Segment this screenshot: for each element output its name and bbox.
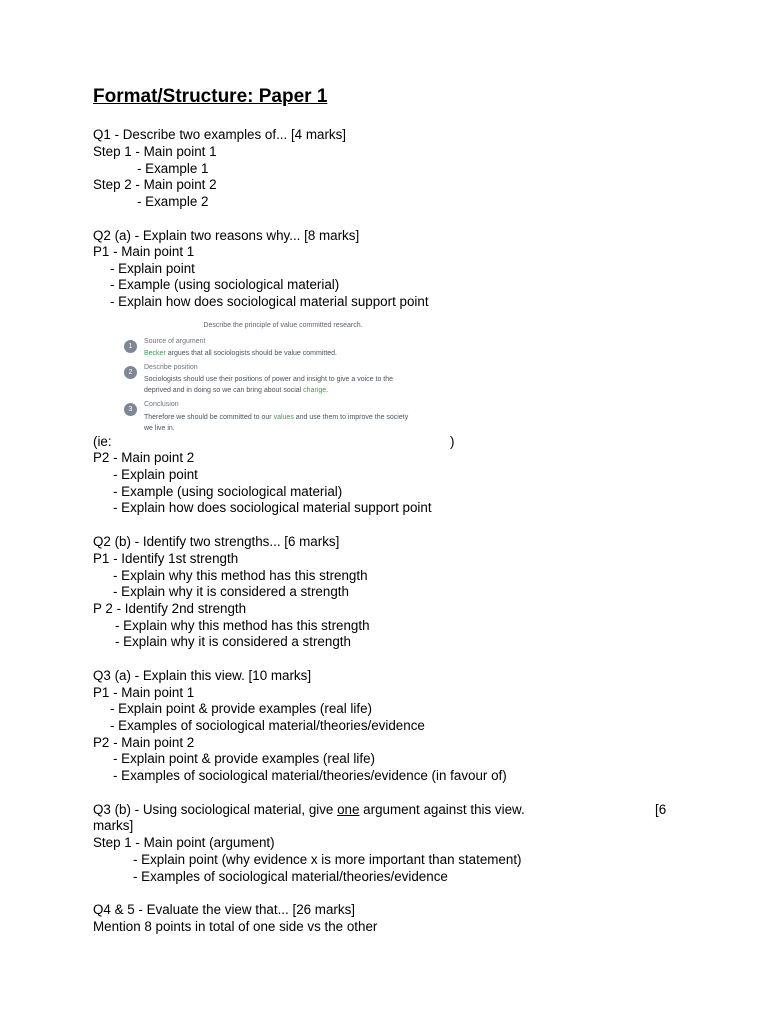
step-text-rest: argues that all sociologists should be value committed.	[165, 350, 337, 357]
q2b-p1-method: - Explain why this method has this strength	[113, 568, 368, 583]
q1-example1: - Example 1	[137, 161, 209, 176]
q3b-marks-part1: [6	[655, 802, 667, 817]
step-text-line1: Sociologists should use their positions of power and insight to give a voice to the	[144, 376, 394, 383]
q3a-p2-examples: - Examples of sociological material/theories/evidence (in favour of)	[113, 768, 507, 783]
q3b-heading-underlined: one	[337, 802, 360, 817]
ie-close: )	[450, 434, 455, 449]
q2a-p1-example: - Example (using sociological material)	[110, 277, 340, 292]
q2a-p1-support: - Explain how does sociological material support point	[110, 294, 429, 309]
step-text-line1	[144, 412, 408, 423]
q3b-heading-post: argument against this view.	[359, 802, 525, 817]
q45-instruction: Mention 8 points in total of one side vs the other	[93, 919, 378, 934]
q1-step2: Step 2 - Main point 2	[93, 177, 217, 192]
q2b-heading: Q2 (b) - Identify two strengths... [6 marks]	[93, 534, 340, 549]
page-title: Format/Structure: Paper 1	[93, 86, 328, 107]
q2a-p2-support: - Explain how does sociological material support point	[113, 500, 432, 515]
highlight-word: Becker	[144, 350, 166, 357]
q3a-p2-explain: - Explain point & provide examples (real life)	[113, 751, 375, 766]
q1-step1: Step 1 - Main point 1	[93, 144, 217, 159]
q3a-p1-explain: - Explain point & provide examples (real life)	[110, 701, 372, 716]
q3b-heading	[93, 802, 525, 818]
q2a-p2-explain: - Explain point	[113, 467, 198, 482]
embedded-example-image	[118, 316, 448, 440]
q3a-p1: P1 - Main point 1	[93, 685, 195, 700]
q3b-step1: Step 1 - Main point (argument)	[93, 835, 275, 850]
ie-open: (ie:	[93, 434, 112, 449]
q3a-p2: P2 - Main point 2	[93, 735, 195, 750]
q3b-marks-part2: marks]	[93, 818, 134, 833]
step-text-post: and use them to improve the society	[293, 414, 409, 421]
q2b-p1: P1 - Identify 1st strength	[93, 551, 239, 566]
step-label: Describe position	[144, 364, 198, 371]
step-text	[144, 348, 337, 359]
q2b-p2: P 2 - Identify 2nd strength	[93, 601, 247, 616]
embed-heading: Describe the principle of value committed research.	[203, 322, 363, 329]
step-text-line2	[144, 385, 328, 396]
q3b-step1-explain: - Explain point (why evidence x is more important than statement)	[133, 852, 522, 867]
q1-example2: - Example 2	[137, 194, 209, 209]
q2a-heading: Q2 (a) - Explain two reasons why... [8 marks]	[93, 228, 360, 243]
step-text-post: .	[326, 387, 329, 394]
step-text-pre: deprived and in doing so we can bring about social	[144, 387, 304, 394]
q3a-p1-examples: - Examples of sociological material/theories/evidence	[110, 718, 425, 733]
step-text-line2: we live in.	[144, 425, 175, 432]
step-number-badge: 3	[124, 403, 137, 416]
q2a-p2-example: - Example (using sociological material)	[113, 484, 343, 499]
q1-heading: Q1 - Describe two examples of... [4 marks]	[93, 127, 347, 142]
q2a-p1: P1 - Main point 1	[93, 244, 195, 259]
q2b-p2-method: - Explain why this method has this strength	[115, 618, 370, 633]
step-number-badge: 1	[124, 340, 137, 353]
step-label: Source of argument	[144, 338, 206, 345]
q2a-p2: P2 - Main point 2	[93, 450, 195, 465]
highlight-word: change	[303, 387, 327, 394]
step-number-badge: 2	[124, 366, 137, 379]
q3a-heading: Q3 (a) - Explain this view. [10 marks]	[93, 668, 312, 683]
q3b-heading-pre: Q3 (b) - Using sociological material, give	[93, 802, 338, 817]
step-text-pre: Therefore we should be committed to our	[144, 414, 274, 421]
q45-heading: Q4 & 5 - Evaluate the view that... [26 marks]	[93, 902, 355, 917]
highlight-word: values	[273, 414, 294, 421]
q2b-p2-strength: - Explain why it is considered a strength	[115, 634, 351, 649]
step-label: Conclusion	[144, 401, 179, 408]
q3b-step1-examples: - Examples of sociological material/theories/evidence	[133, 869, 448, 884]
q2a-p1-explain: - Explain point	[110, 261, 195, 276]
q2b-p1-strength: - Explain why it is considered a strength	[113, 584, 349, 599]
